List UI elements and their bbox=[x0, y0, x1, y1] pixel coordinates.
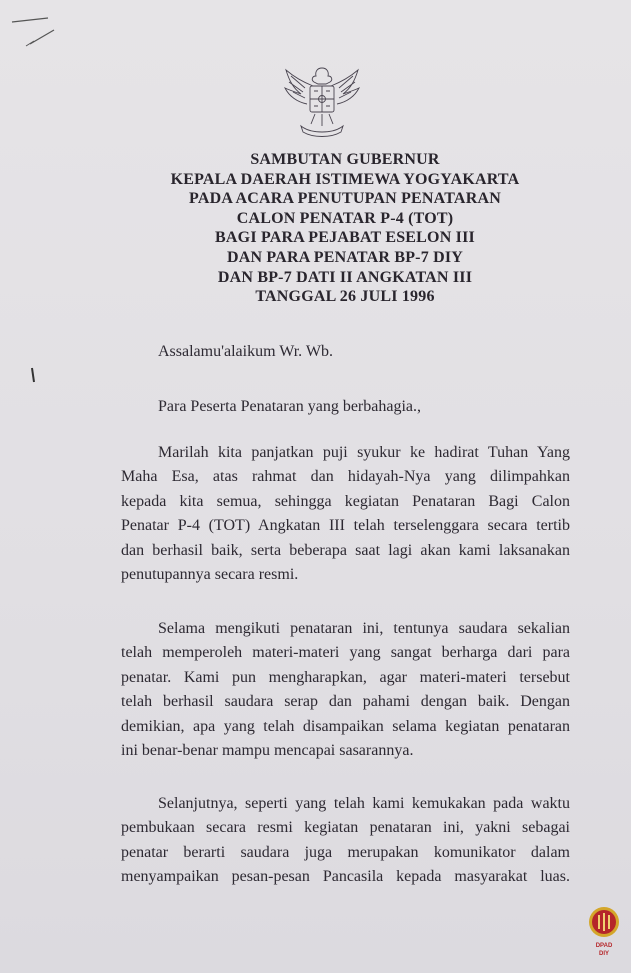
title-line-1: SAMBUTAN GUBERNUR bbox=[250, 151, 440, 168]
speech-title bbox=[100, 150, 590, 307]
title-line-5: BAGI PARA PEJABAT ESELON III bbox=[215, 229, 475, 247]
title-line-6: DAN PARA PENATAR BP-7 DIY bbox=[226, 248, 464, 266]
paragraph-2 bbox=[121, 617, 570, 763]
paragraph-line: Penatar P-4 (TOT) Angkatan III telah terselenggara secara tertib bbox=[121, 517, 570, 535]
paragraph-line: pembukaan secara resmi kegiatan penataran ini, yakni sebagai bbox=[121, 819, 570, 837]
garuda-emblem-icon bbox=[283, 62, 361, 142]
paragraph-line: telah memperoleh materi-materi yang sangat berharga dari para bbox=[121, 644, 570, 662]
paragraph-line: Selanjutnya, seperti yang telah kami kemukakan pada waktu bbox=[158, 795, 570, 812]
paragraph-3 bbox=[121, 792, 570, 890]
paragraph-line: Selama mengikuti penataran ini, tentunya saudara sekalian bbox=[158, 620, 570, 637]
paragraph-line: kepada kita semua, sehingga kegiatan Penataran Bagi Calon bbox=[121, 492, 570, 510]
greeting: Assalamu'alaikum Wr. Wb. bbox=[158, 343, 333, 360]
title-line-8: TANGGAL 26 JULI 1996 bbox=[255, 288, 435, 306]
salutation: Para Peserta Penataran yang berbahagia., bbox=[158, 398, 421, 415]
title-line-4: CALON PENATAR P-4 (TOT) bbox=[236, 209, 454, 227]
pen-scratch-marks bbox=[8, 14, 63, 54]
title-line-2: KEPALA DAERAH ISTIMEWA YOGYAKARTA bbox=[170, 170, 520, 188]
paragraph-line: Marilah kita panjatkan puji syukur ke hadirat Tuhan Yang bbox=[158, 444, 570, 461]
paragraph-1 bbox=[121, 441, 570, 587]
paragraph-line: menyampaikan pesan-pesan Pancasila kepada masyarakat luas. bbox=[121, 868, 570, 886]
paragraph-line: demikian, apa yang telah disampaikan selama kegiatan penataran bbox=[121, 717, 570, 735]
logo-caption-bottom: DIY bbox=[598, 951, 610, 957]
paragraph-line: Maha Esa, atas rahmat dan hidayah-Nya yang dilimpahkan bbox=[121, 468, 570, 486]
title-line-3: PADA ACARA PENUTUPAN PENATARAN bbox=[189, 190, 501, 208]
paragraph-line: penutupannya secara resmi. bbox=[121, 565, 299, 583]
logo-caption-top: DPAD bbox=[595, 943, 613, 949]
dpad-diy-logo-icon bbox=[586, 905, 622, 957]
title-line-7: DAN BP-7 DATI II ANGKATAN III bbox=[217, 268, 473, 286]
ink-speck bbox=[28, 366, 38, 386]
paragraph-line: penatar. Kami pun mengharapkan, agar materi-materi tersebut bbox=[121, 668, 570, 686]
paragraph-line: penatar berarti saudara juga merupakan komunikator dalam bbox=[121, 843, 570, 861]
paragraph-line: dan berhasil baik, serta beberapa saat lagi akan kami laksanakan bbox=[121, 541, 570, 559]
paragraph-line: ini benar-benar mampu mencapai sasarannya. bbox=[121, 741, 414, 759]
paragraph-line: telah berhasil saudara serap dan pahami dengan baik. Dengan bbox=[121, 693, 570, 711]
